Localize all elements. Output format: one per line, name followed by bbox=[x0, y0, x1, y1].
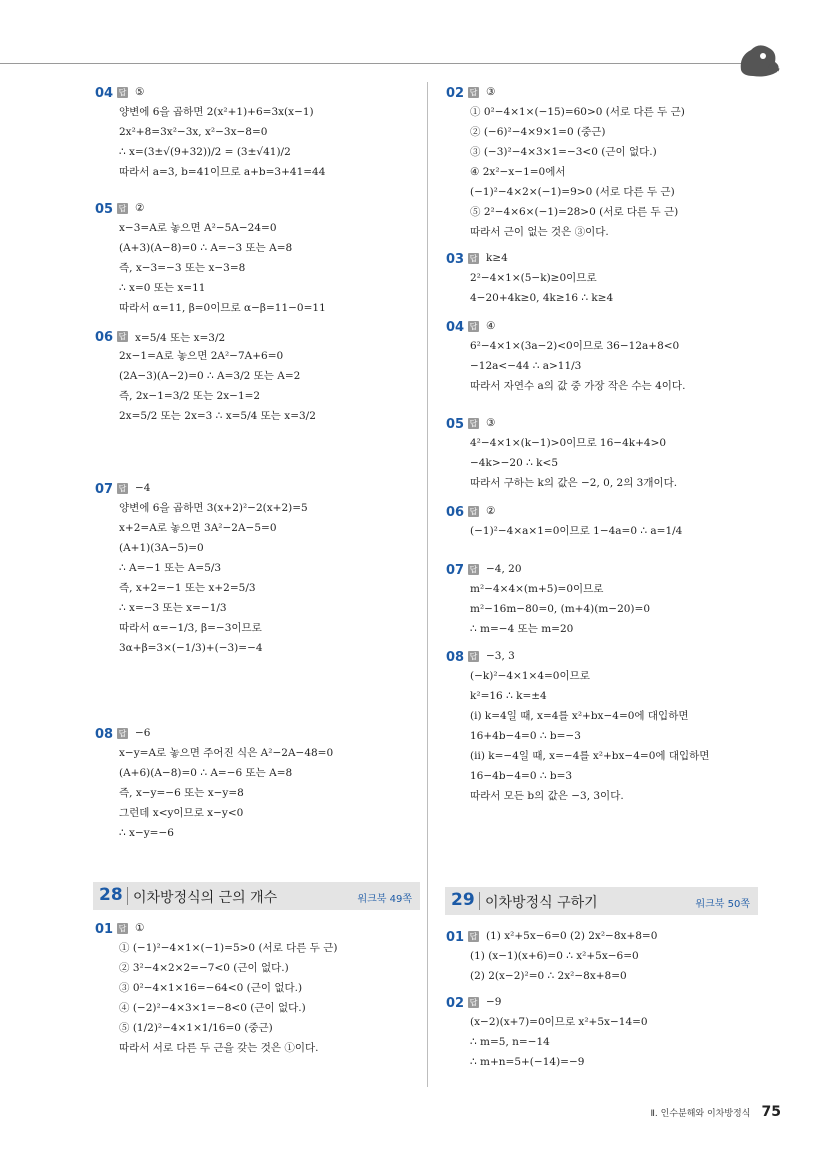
problem-number: 03 bbox=[446, 252, 465, 267]
workbook-reference: 워크북 50쪽 bbox=[695, 899, 750, 910]
solution-line: 그런데 x<y이므로 x−y<0 bbox=[119, 807, 244, 819]
section-separator bbox=[479, 892, 480, 910]
solution-line: 즉, x+2=−1 또는 x+2=5/3 bbox=[119, 582, 256, 594]
answer-badge: 답 bbox=[469, 419, 478, 428]
page-footer bbox=[650, 1101, 781, 1120]
solution-line: 따라서 서로 다른 두 근을 갖는 것은 ①이다. bbox=[119, 1042, 319, 1054]
answer-value: ③ bbox=[486, 86, 496, 98]
problem-number: 07 bbox=[95, 482, 114, 497]
solution-line: ② (−6)²−4×9×1=0 (중근) bbox=[470, 126, 606, 138]
section-title: 이차방정식의 근의 개수 bbox=[133, 890, 278, 906]
answer-badge: 답 bbox=[469, 998, 478, 1007]
solution-line: k²=16 ∴ k=±4 bbox=[470, 690, 547, 702]
answer-badge: 답 bbox=[469, 932, 478, 941]
solution-line: (−1)²−4×2×(−1)=9>0 (서로 다른 두 근) bbox=[470, 186, 675, 198]
solution-line: −12a<−44 ∴ a>11/3 bbox=[470, 360, 582, 372]
solution-line: ② 3²−4×2×2=−7<0 (근이 없다.) bbox=[119, 962, 289, 974]
solution-line: 즉, 2x−1=3/2 또는 2x−1=2 bbox=[119, 390, 261, 402]
section-header bbox=[445, 887, 758, 915]
solution-line: 따라서 근이 없는 것은 ③이다. bbox=[470, 226, 609, 238]
section-number: 28 bbox=[99, 885, 123, 905]
mascot-icon bbox=[733, 40, 783, 80]
solution-line: (2A−3)(A−2)=0 ∴ A=3/2 또는 A=2 bbox=[119, 370, 301, 382]
solution-line: (−k)²−4×1×4=0이므로 bbox=[470, 670, 590, 682]
footer-chapter: Ⅱ. 인수분해와 이차방정식 bbox=[650, 1109, 751, 1119]
answer-badge: 답 bbox=[118, 924, 127, 933]
problem-number: 04 bbox=[446, 320, 465, 335]
solution-line: 즉, x−y=−6 또는 x−y=8 bbox=[119, 787, 244, 799]
answer-badge: 답 bbox=[118, 204, 127, 213]
solution-line: ③ 0²−4×1×16=−64<0 (근이 없다.) bbox=[119, 982, 303, 994]
solution-line: (−1)²−4×a×1=0이므로 1−4a=0 ∴ a=1/4 bbox=[470, 525, 683, 537]
solution-line: 2x²+8=3x²−3x, x²−3x−8=0 bbox=[119, 126, 268, 138]
solution-line: ③ (−3)²−4×3×1=−3<0 (근이 없다.) bbox=[470, 146, 657, 158]
solution-line: 따라서 α=−1/3, β=−3이므로 bbox=[119, 622, 262, 634]
answer-value: ④ bbox=[486, 320, 496, 332]
solution-line: ① 0²−4×1×(−15)=60>0 (서로 다른 두 근) bbox=[470, 106, 685, 118]
solution-line: 2²−4×1×(5−k)≥0이므로 bbox=[470, 272, 597, 284]
solution-line: ∴ x−y=−6 bbox=[119, 827, 174, 839]
solution-line: 따라서 구하는 k의 값은 −2, 0, 2의 3개이다. bbox=[470, 477, 678, 489]
problem-number: 05 bbox=[95, 202, 114, 217]
solution-line: ① (−1)²−4×1×(−1)=5>0 (서로 다른 두 근) bbox=[119, 942, 338, 954]
solution-line: 양변에 6을 곱하면 2(x²+1)+6=3x(x−1) bbox=[119, 106, 314, 118]
solution-line: 2x=5/2 또는 2x=3 ∴ x=5/4 또는 x=3/2 bbox=[119, 410, 316, 422]
section-number: 29 bbox=[451, 890, 475, 910]
solution-line: ⑤ (1/2)²−4×1×1/16=0 (중근) bbox=[119, 1022, 273, 1034]
section-header bbox=[93, 882, 420, 910]
answer-badge: 답 bbox=[118, 729, 127, 738]
page-number: 75 bbox=[761, 1104, 781, 1120]
solution-line: ∴ x=(3±√(9+32))/2 = (3±√41)/2 bbox=[119, 146, 291, 158]
solution-line: (A+1)(3A−5)=0 bbox=[119, 542, 204, 554]
problem-number: 01 bbox=[95, 922, 114, 937]
problem-number: 04 bbox=[95, 86, 114, 101]
answer-badge: 답 bbox=[469, 88, 478, 97]
column-divider bbox=[427, 82, 428, 1087]
answer-badge: 답 bbox=[118, 484, 127, 493]
solution-line: 따라서 α=11, β=0이므로 α−β=11−0=11 bbox=[119, 302, 326, 314]
solution-line: (1) (x−1)(x+6)=0 ∴ x²+5x−6=0 bbox=[470, 950, 639, 962]
answer-value: −9 bbox=[486, 996, 502, 1008]
solution-line: (ⅱ) k=−4일 때, x=−4를 x²+bx−4=0에 대입하면 bbox=[470, 750, 710, 762]
workbook-reference: 워크북 49쪽 bbox=[357, 894, 412, 905]
answer-badge: 답 bbox=[469, 652, 478, 661]
solution-line: 따라서 a=3, b=41이므로 a+b=3+41=44 bbox=[119, 166, 326, 178]
answer-value: −6 bbox=[135, 727, 151, 739]
problem-number: 05 bbox=[446, 417, 465, 432]
solution-line: ∴ m=−4 또는 m=20 bbox=[470, 623, 574, 635]
solution-line: m²−16m−80=0, (m+4)(m−20)=0 bbox=[470, 603, 651, 615]
answer-badge: 답 bbox=[469, 565, 478, 574]
solution-line: x+2=A로 놓으면 3A²−2A−5=0 bbox=[119, 522, 277, 534]
answer-badge: 답 bbox=[469, 254, 478, 263]
section-separator bbox=[127, 887, 128, 905]
solution-line: ∴ x=0 또는 x=11 bbox=[119, 282, 206, 294]
solution-line: 6²−4×1×(3a−2)<0이므로 36−12a+8<0 bbox=[470, 340, 680, 352]
solution-line: x−3=A로 놓으면 A²−5A−24=0 bbox=[119, 222, 277, 234]
answer-value: −4, 20 bbox=[486, 563, 522, 575]
answer-value: ② bbox=[486, 505, 496, 517]
solution-line: x−y=A로 놓으면 주어진 식은 A²−2A−48=0 bbox=[119, 747, 334, 759]
solution-line: 따라서 자연수 a의 값 중 가장 작은 수는 4이다. bbox=[470, 380, 686, 392]
solution-line: ∴ A=−1 또는 A=5/3 bbox=[119, 562, 222, 574]
problem-number: 08 bbox=[95, 727, 114, 742]
solution-line: 2x−1=A로 놓으면 2A²−7A+6=0 bbox=[119, 350, 284, 362]
problem-number: 01 bbox=[446, 930, 465, 945]
answer-value: −3, 3 bbox=[486, 650, 515, 662]
problem-number: 07 bbox=[446, 563, 465, 578]
answer-value: ① bbox=[135, 922, 145, 934]
solution-line: 따라서 모든 b의 값은 −3, 3이다. bbox=[470, 790, 624, 802]
solution-line: (2) 2(x−2)²=0 ∴ 2x²−8x+8=0 bbox=[470, 970, 627, 982]
solution-line: (ⅰ) k=4일 때, x=4를 x²+bx−4=0에 대입하면 bbox=[470, 710, 689, 722]
answer-value: k≥4 bbox=[486, 252, 508, 264]
solution-line: ∴ m=5, n=−14 bbox=[470, 1036, 550, 1048]
solution-line: 16−4b−4=0 ∴ b=3 bbox=[470, 770, 573, 782]
problem-number: 08 bbox=[446, 650, 465, 665]
solution-line: 3α+β=3×(−1/3)+(−3)=−4 bbox=[119, 642, 263, 654]
solution-line: (A+6)(A−8)=0 ∴ A=−6 또는 A=8 bbox=[119, 767, 293, 779]
solution-line: ④ 2x²−x−1=0에서 bbox=[470, 166, 566, 178]
top-rule bbox=[0, 63, 765, 64]
solution-line: 4²−4×1×(k−1)>0이므로 16−4k+4>0 bbox=[470, 437, 667, 449]
answer-badge: 답 bbox=[118, 332, 127, 341]
solution-line: −4k>−20 ∴ k<5 bbox=[470, 457, 558, 469]
solution-line: (x−2)(x+7)=0이므로 x²+5x−14=0 bbox=[470, 1016, 648, 1028]
solution-line: ④ (−2)²−4×3×1=−8<0 (근이 없다.) bbox=[119, 1002, 306, 1014]
solution-line: m²−4×4×(m+5)=0이므로 bbox=[470, 583, 604, 595]
answer-value: ③ bbox=[486, 417, 496, 429]
solution-line: ⑤ 2²−4×6×(−1)=28>0 (서로 다른 두 근) bbox=[470, 206, 679, 218]
problem-number: 02 bbox=[446, 86, 465, 101]
answer-value: −4 bbox=[135, 482, 151, 494]
solution-line: 양변에 6을 곱하면 3(x+2)²−2(x+2)=5 bbox=[119, 502, 308, 514]
solution-line: 즉, x−3=−3 또는 x−3=8 bbox=[119, 262, 246, 274]
answer-badge: 답 bbox=[469, 507, 478, 516]
solution-line: 4−20+4k≥0, 4k≥16 ∴ k≥4 bbox=[470, 292, 614, 304]
problem-number: 06 bbox=[446, 505, 465, 520]
answer-badge: 답 bbox=[469, 322, 478, 331]
section-title: 이차방정식 구하기 bbox=[485, 895, 598, 911]
solution-line: ∴ x=−3 또는 x=−1/3 bbox=[119, 602, 227, 614]
solution-line: ∴ m+n=5+(−14)=−9 bbox=[470, 1056, 585, 1068]
solution-line: 16+4b−4=0 ∴ b=−3 bbox=[470, 730, 581, 742]
answer-value: (1) x²+5x−6=0 (2) 2x²−8x+8=0 bbox=[486, 930, 658, 942]
answer-value: ⑤ bbox=[135, 86, 145, 98]
solution-line: (A+3)(A−8)=0 ∴ A=−3 또는 A=8 bbox=[119, 242, 293, 254]
answer-value: ② bbox=[135, 202, 145, 214]
problem-number: 02 bbox=[446, 996, 465, 1011]
problem-number: 06 bbox=[95, 330, 114, 345]
answer-value: x=5/4 또는 x=3/2 bbox=[135, 332, 226, 344]
answer-badge: 답 bbox=[118, 88, 127, 97]
